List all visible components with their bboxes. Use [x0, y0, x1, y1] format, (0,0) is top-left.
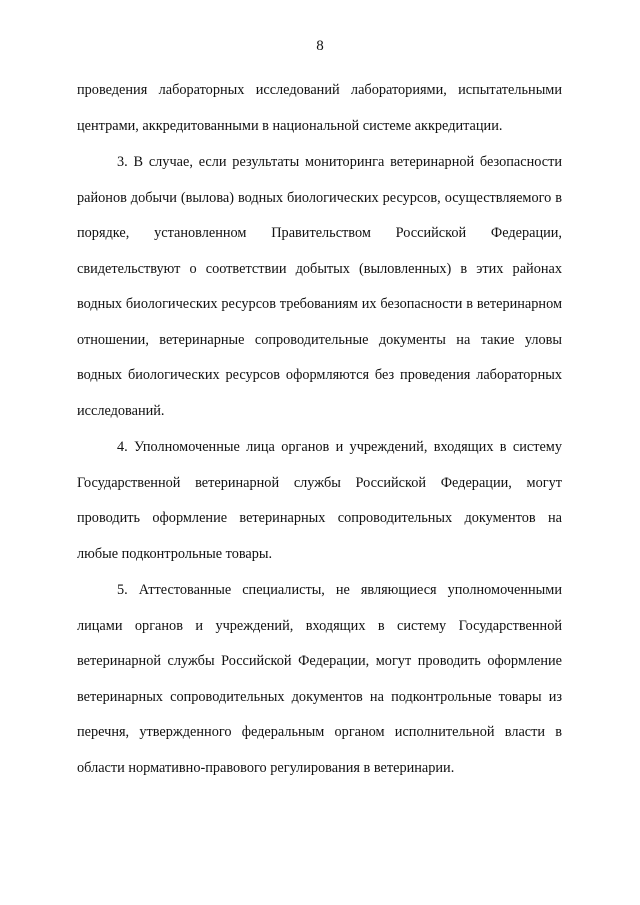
paragraph-4: 4. Уполномоченные лица органов и учреждений, входящих в систему Государственной ветеринарной службы Российской Федерации, могут проводить оформление ветеринарных сопроводительных документов на любые подконтрольные товары. — [77, 439, 562, 562]
paragraph-3: 3. В случае, если результаты мониторинга ветеринарной безопасности районов добычи (вылова) водных биологических ресурсов, осуществляемого в порядке, установленном Правительством Российской Федерации, свидетельствуют о соответствии добытых (выловленных) в этих районах водных биологических ресурсов требованиям их безопасности в ветеринарном отношении, ветеринарные сопроводительные документы на такие уловы водных биологических ресурсов оформляются без проведения лабораторных исследований. — [77, 154, 562, 419]
document-body — [77, 73, 562, 786]
page-number: 8 — [316, 38, 324, 54]
paragraph-continuation: проведения лабораторных исследований лабораториями, испытательными центрами, аккредитованными в национальной системе аккредитации. — [77, 82, 562, 134]
paragraph-5: 5. Аттестованные специалисты, не являющиеся уполномоченными лицами органов и учреждений, входящих в систему Государственной ветеринарной службы Российской Федерации, могут проводить оформление ветеринарных сопроводительных документов на подконтрольные товары из перечня, утвержденного федеральным органом исполнительной власти в области нормативно-правового регулирования в ветеринарии. — [77, 582, 562, 776]
